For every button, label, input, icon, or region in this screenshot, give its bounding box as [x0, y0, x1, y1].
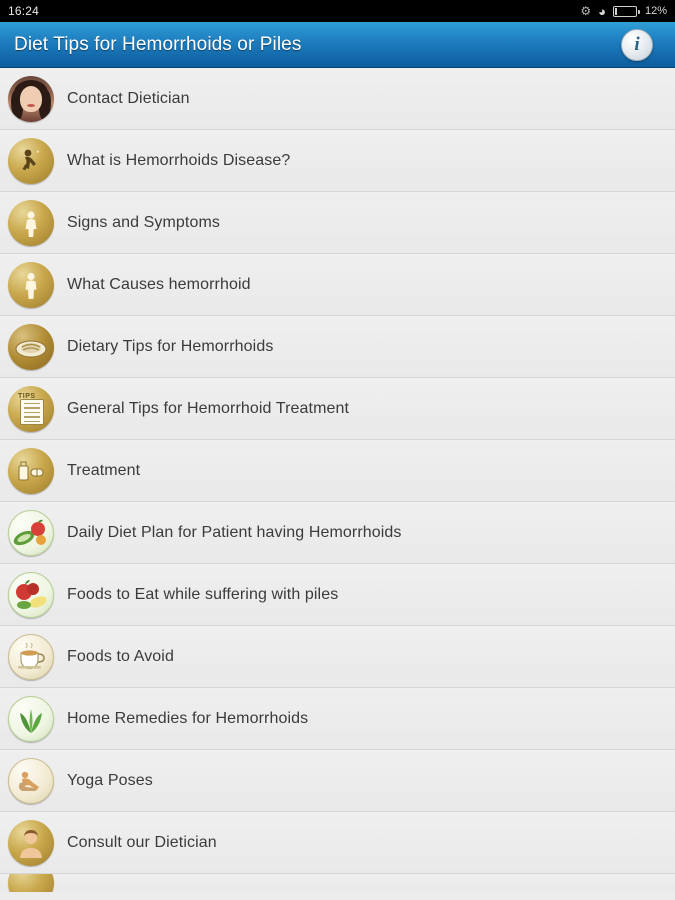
- list-item-label: Home Remedies for Hemorrhoids: [67, 709, 309, 727]
- person-pain-icon: [8, 138, 54, 184]
- standing-person-icon: [8, 262, 54, 308]
- list-item[interactable]: [0, 192, 675, 254]
- sync-icon: ⚙: [580, 4, 592, 18]
- list-item[interactable]: [0, 440, 675, 502]
- page-title: Diet Tips for Hemorrhoids or Piles: [14, 33, 302, 55]
- list-item[interactable]: [0, 316, 675, 378]
- fruits-icon: [8, 572, 54, 618]
- list-item[interactable]: [0, 812, 675, 874]
- tea-cup-icon: [8, 634, 54, 680]
- tips-notepad-icon: TIPS: [8, 386, 54, 432]
- yoga-pose-icon: [8, 758, 54, 804]
- list-item-label: General Tips for Hemorrhoid Treatment: [67, 399, 350, 417]
- list-item-label: What Causes hemorrhoid: [67, 275, 251, 293]
- list-item[interactable]: [0, 378, 675, 440]
- list-item-label: Daily Diet Plan for Patient having Hemorrhoids: [67, 523, 402, 541]
- list-item[interactable]: [0, 130, 675, 192]
- list-item-partial[interactable]: [0, 874, 675, 892]
- info-button[interactable]: [621, 29, 653, 61]
- vegetables-icon: [8, 510, 54, 556]
- list-item-label: What is Hemorrhoids Disease?: [67, 151, 291, 169]
- list-item[interactable]: [0, 502, 675, 564]
- info-icon: i: [634, 34, 640, 55]
- list-item[interactable]: [0, 254, 675, 316]
- list-item[interactable]: [0, 750, 675, 812]
- medicine-bottle-icon: [8, 448, 54, 494]
- list-item[interactable]: [0, 688, 675, 750]
- list-item[interactable]: [0, 68, 675, 130]
- list-item-label: Treatment: [67, 461, 141, 479]
- list-item-label: Dietary Tips for Hemorrhoids: [67, 337, 274, 355]
- topic-list[interactable]: [0, 68, 675, 900]
- list-item-label: Consult our Dietician: [67, 833, 217, 851]
- action-bar: [0, 22, 675, 68]
- list-item-label: Yoga Poses: [67, 771, 153, 789]
- list-item-label: Foods to Eat while suffering with piles: [67, 585, 339, 603]
- list-item-label: Contact Dietician: [67, 89, 190, 107]
- status-clock: 16:24: [8, 4, 40, 18]
- battery-icon: [613, 6, 637, 17]
- aloe-vera-icon: [8, 696, 54, 742]
- wifi-icon: ◕: [598, 3, 606, 19]
- next-item-icon: [8, 874, 54, 892]
- status-icon-group: [580, 5, 667, 18]
- consult-dietician-icon: [8, 820, 54, 866]
- status-bar: [0, 0, 675, 22]
- list-item-label: Foods to Avoid: [67, 647, 174, 665]
- list-item-label: Signs and Symptoms: [67, 213, 220, 231]
- dietician-photo-icon: [8, 76, 54, 122]
- battery-percent-label: 12%: [644, 5, 667, 17]
- symptoms-person-icon: [8, 200, 54, 246]
- food-plate-icon: [8, 324, 54, 370]
- list-item[interactable]: [0, 564, 675, 626]
- list-item[interactable]: [0, 626, 675, 688]
